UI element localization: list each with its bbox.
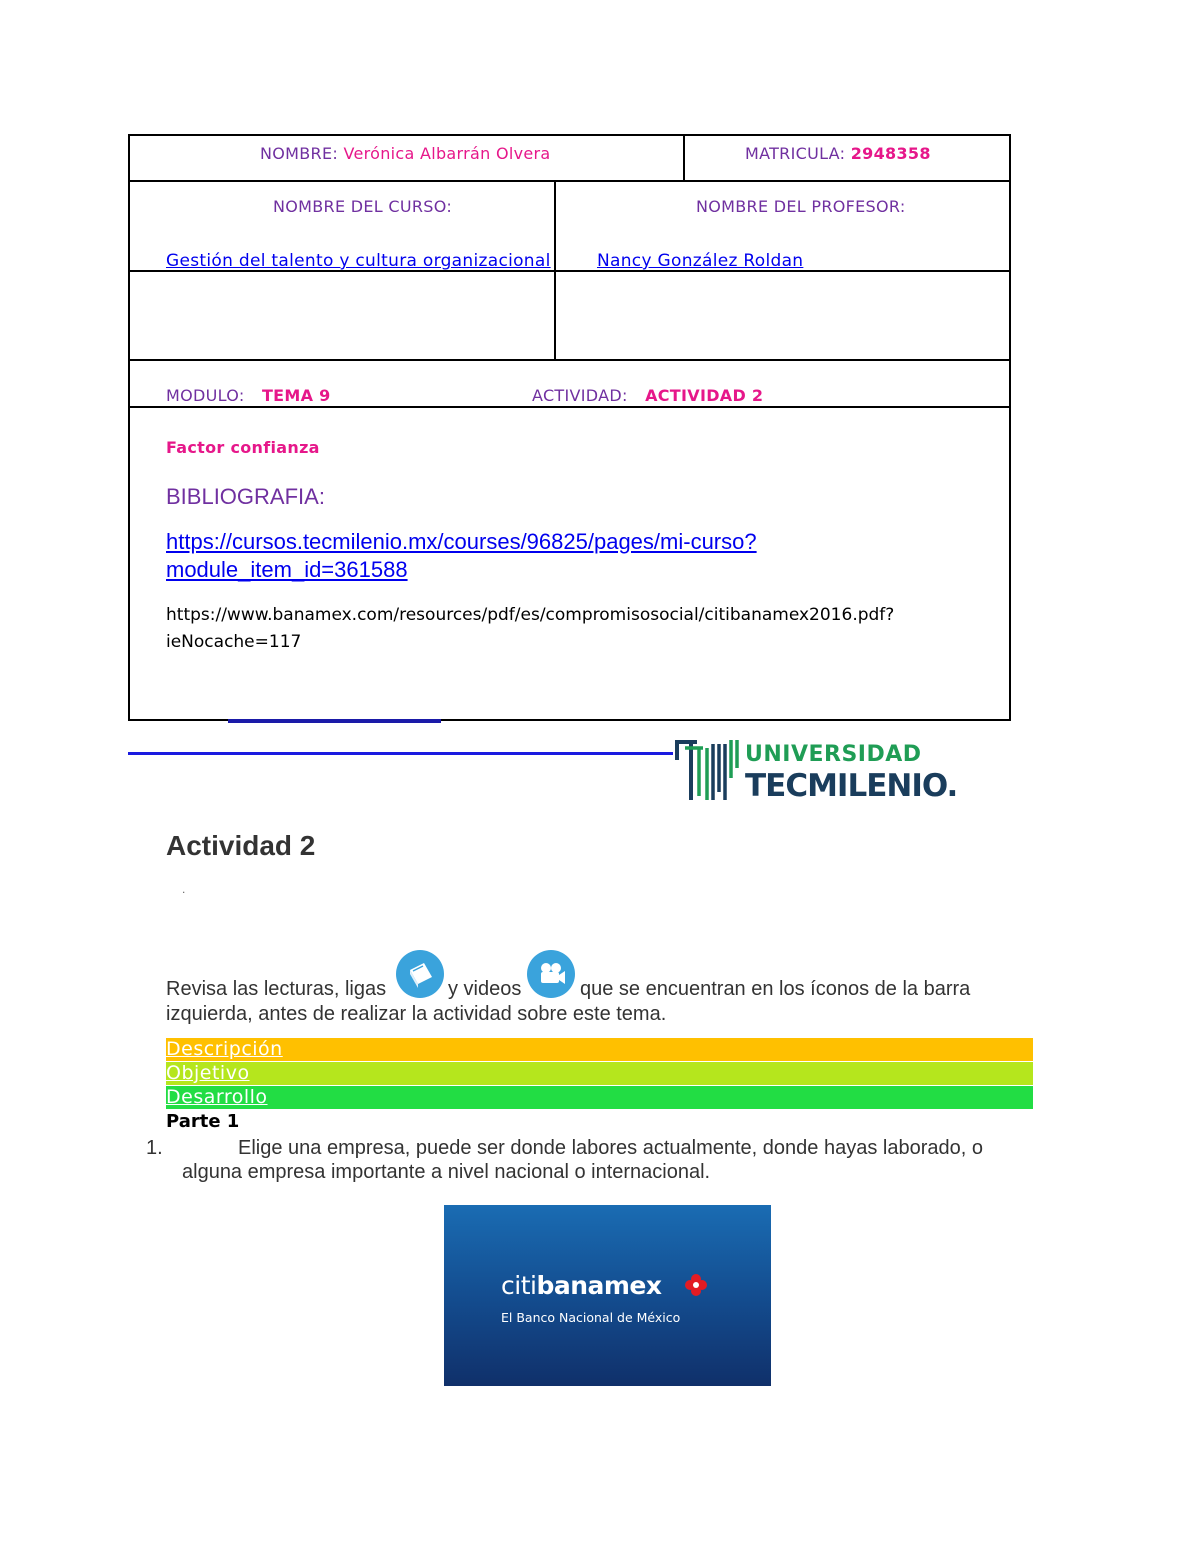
bibliografia-heading: BIBLIOGRAFIA: — [166, 484, 325, 509]
citibanamex-image — [444, 1205, 771, 1386]
section-descripcion[interactable] — [166, 1038, 1033, 1061]
modulo-value: TEMA 9 — [261, 386, 331, 405]
book-icon[interactable] — [396, 950, 444, 998]
bibliography-link-1[interactable]: https://cursos.tecmilenio.mx/courses/96825/pages/mi-curso? — [166, 529, 757, 554]
curso-value-link[interactable]: Gestión del talento y cultura organizacional — [166, 251, 551, 271]
bibliography-link-1-cont[interactable]: module_item_id=361588 — [166, 557, 408, 582]
logo-line-1: UNIVERSIDAD — [745, 742, 922, 767]
section-label: Desarrollo — [166, 1086, 268, 1108]
table-divider — [128, 180, 1011, 182]
nombre-cell — [260, 144, 550, 163]
intro-part-2: y videos — [448, 978, 522, 1000]
camera-glyph-icon — [527, 950, 575, 998]
brand-tagline: El Banco Nacional de México — [501, 1310, 681, 1325]
modulo-label: MODULO: — [166, 386, 245, 405]
profesor-value-link[interactable]: Nancy González Roldan — [597, 251, 804, 271]
actividad-value: ACTIVIDAD 2 — [645, 386, 764, 405]
actividad-cell — [532, 386, 763, 405]
actividad-label: ACTIVIDAD: — [532, 386, 628, 405]
curso-label: NOMBRE DEL CURSO: — [273, 197, 453, 216]
matricula-value: 2948358 — [850, 144, 931, 163]
matricula-label: MATRICULA: — [745, 144, 846, 163]
modulo-cell — [166, 386, 331, 405]
step-number: 1. — [146, 1137, 163, 1159]
activity-title: Actividad 2 — [166, 830, 316, 861]
section-desarrollo[interactable] — [166, 1086, 1033, 1109]
intro-part-1: Revisa las lecturas, ligas — [166, 978, 387, 1000]
book-glyph-icon — [396, 950, 444, 998]
section-label: Objetivo — [166, 1062, 250, 1084]
logo-mark-icon — [673, 738, 743, 804]
decorative-dot: . — [182, 882, 186, 896]
intro-part-3: que se encuentran en los íconos de la barra — [580, 978, 971, 1000]
tecmilenio-logo — [673, 738, 968, 808]
table-divider — [128, 359, 1011, 361]
part-title: Parte 1 — [166, 1111, 240, 1132]
step-line-2: alguna empresa importante a nivel nacional o internacional. — [182, 1161, 711, 1183]
step-line-1: Elige una empresa, puede ser donde labores actualmente, donde hayas laborado, o — [238, 1137, 983, 1159]
matricula-cell — [745, 144, 931, 163]
table-divider — [683, 134, 685, 181]
underline-accent — [228, 719, 441, 723]
brand-banamex: banamex — [536, 1271, 662, 1300]
logo-line-2: TECMILENIO. — [745, 768, 958, 804]
citibanamex-wordmark — [501, 1271, 662, 1300]
table-divider — [128, 406, 1011, 408]
intro-line-2: izquierda, antes de realizar la actividad sobre este tema. — [166, 1003, 667, 1025]
profesor-label: NOMBRE DEL PROFESOR: — [696, 197, 906, 216]
section-label: Descripción — [166, 1038, 283, 1060]
bibliography-link-2-cont: ieNocache=117 — [166, 632, 302, 652]
brand-citi: citi — [501, 1271, 537, 1300]
nombre-label: NOMBRE: — [260, 144, 339, 163]
topic-title: Factor confianza — [166, 438, 320, 457]
section-objetivo[interactable] — [166, 1062, 1033, 1085]
video-camera-icon[interactable] — [527, 950, 575, 998]
bibliography-link-2: https://www.banamex.com/resources/pdf/es/compromisosocial/citibanamex2016.pdf? — [166, 605, 895, 625]
blue-rule — [128, 752, 673, 755]
banamex-flower-icon — [684, 1273, 708, 1297]
nombre-value: Verónica Albarrán Olvera — [343, 144, 551, 163]
